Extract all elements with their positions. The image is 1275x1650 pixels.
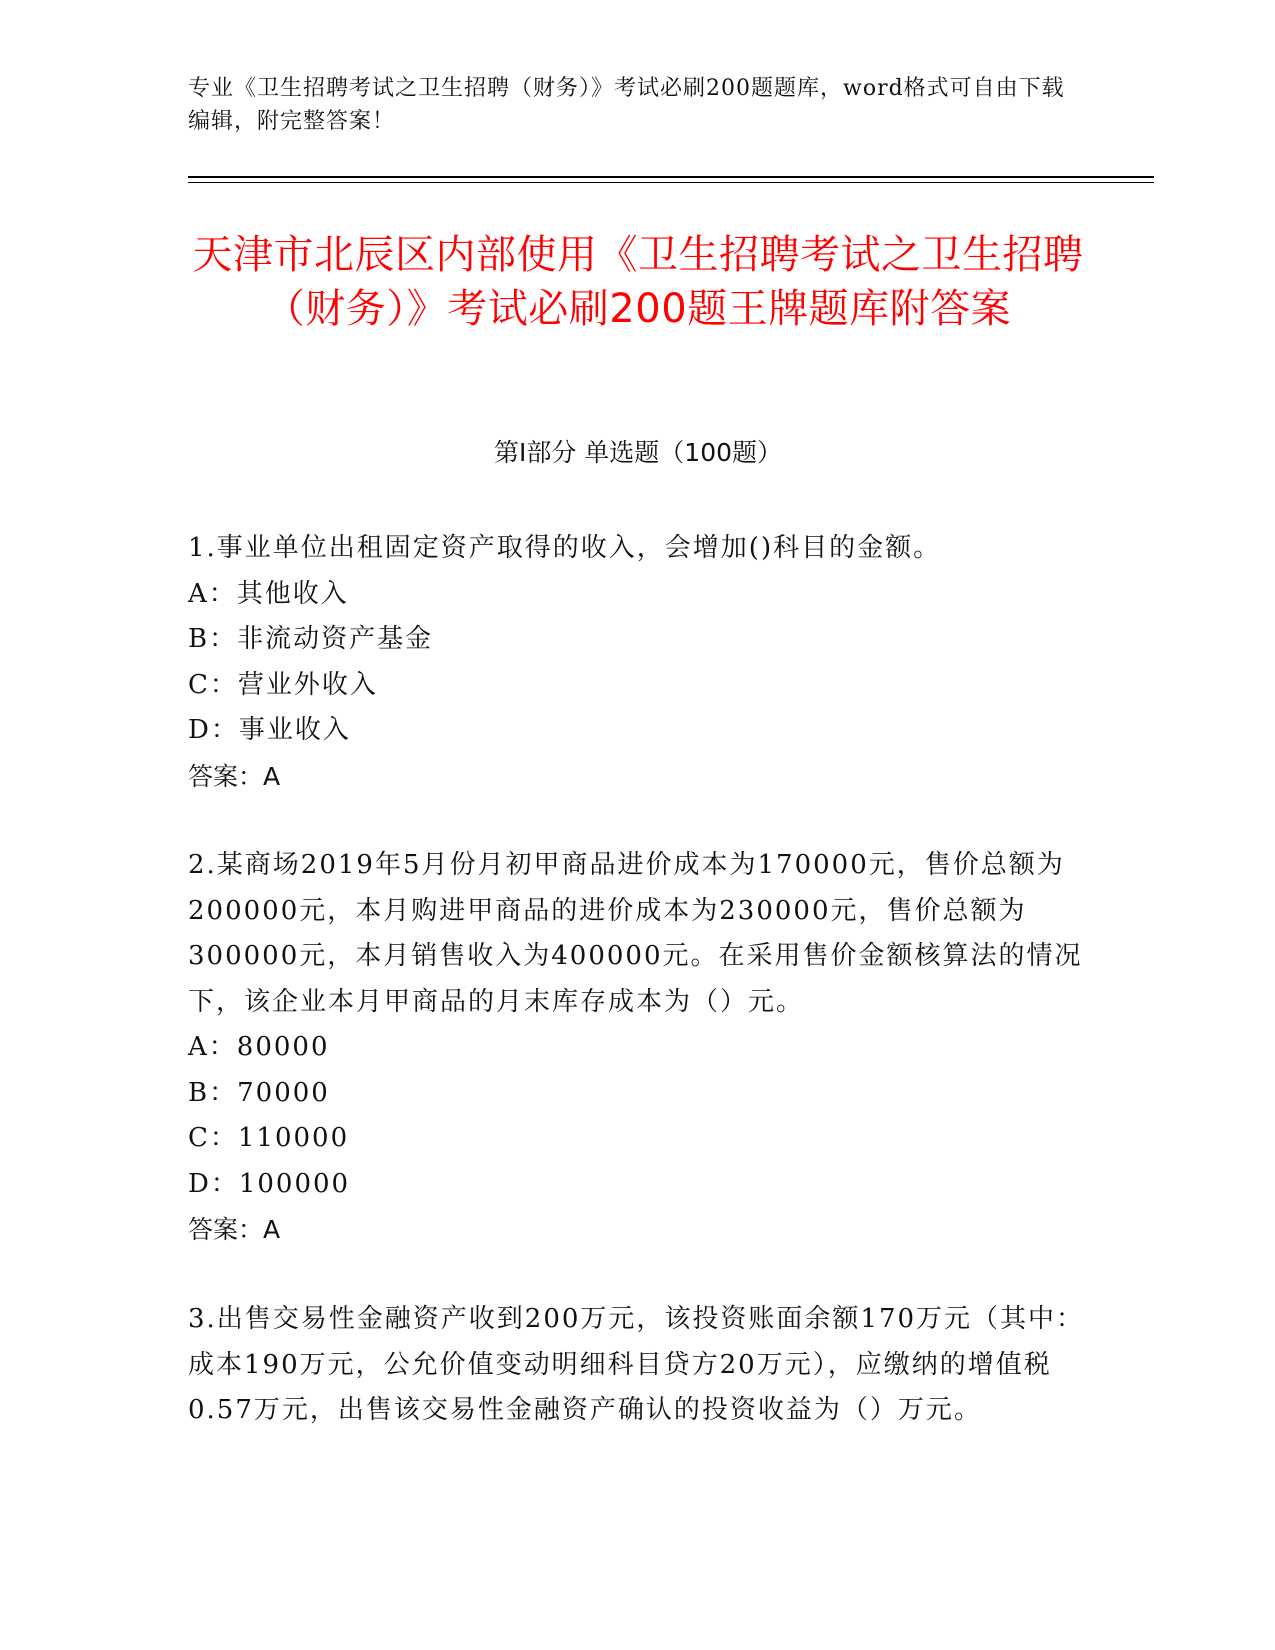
question-stem: 1.事业单位出租固定资产取得的收入，会增加()科目的金额。 [188, 533, 942, 563]
option-b: B：70000 [188, 1077, 330, 1108]
answer: 答案：A [188, 1215, 281, 1244]
answer: 答案：A [188, 761, 281, 791]
question-stem: 3.出售交易性金融资产收到200万元，该投资账面余额170万元（其中：成本190万元，公允价值变动明细科目贷方20万元），应缴纳的增值税0.57万元，出售该交易性金融资产确认的投资收益为（）万元。 [188, 1304, 1085, 1425]
option-c: C：营业外收入 [188, 669, 378, 700]
document-title: 天津市北辰区内部使用《卫生招聘考试之卫生招聘（财务）》考试必刷200题王牌题库附答案 [192, 232, 1084, 332]
section-title: 第I部分 单选题（100题） [493, 438, 783, 467]
question-stem: 2.某商场2019年5月份月初甲商品进价成本为170000元，售价总额为200000元，本月购进甲商品的进价成本为230000元，售价总额为300000元，本月销售收入为400000元。在采用售价金额核算法的情况下，该企业本月甲商品的月末库存成本为（）元。 [188, 850, 1083, 1017]
header-note: 专业《卫生招聘考试之卫生招聘（财务）》考试必刷200题题库，word格式可自由下载编辑，附完整答案！ [188, 76, 1065, 134]
header-divider-thin [188, 182, 1154, 183]
header-divider-thick [188, 176, 1154, 178]
question-3 [188, 1297, 1088, 1434]
option-b: B：非流动资产基金 [188, 624, 434, 654]
option-c: C：110000 [188, 1123, 350, 1153]
question-2 [188, 843, 1088, 1253]
option-d: D：事业收入 [188, 715, 351, 745]
question-1 [188, 526, 1088, 799]
option-a: A：80000 [188, 1032, 330, 1062]
option-d: D：100000 [188, 1168, 351, 1199]
option-a: A：其他收入 [188, 578, 349, 609]
